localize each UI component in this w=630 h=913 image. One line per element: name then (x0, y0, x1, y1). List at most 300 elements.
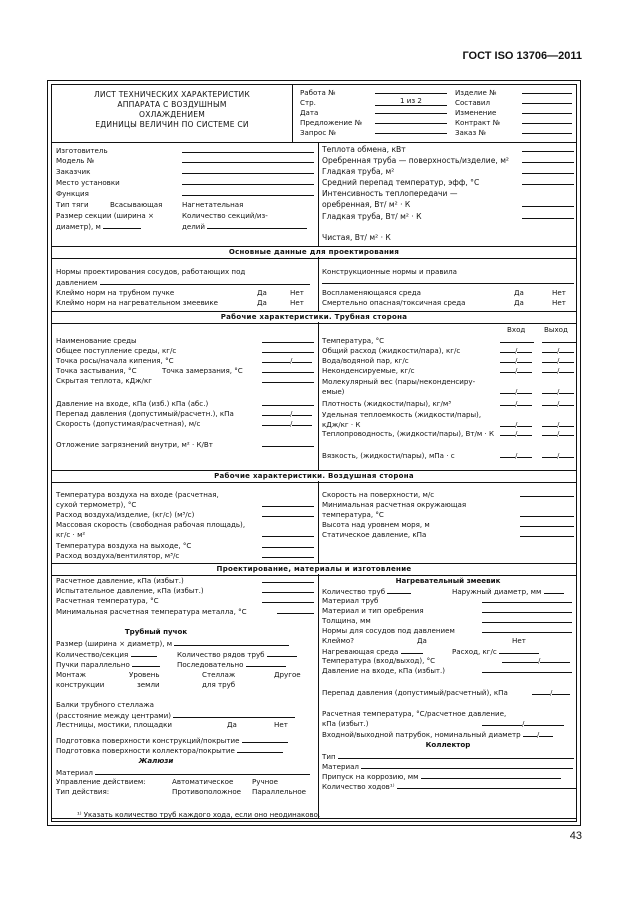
meta-order: Заказ № (455, 128, 486, 137)
meta-by: Составил (455, 98, 490, 107)
column-divider (318, 142, 319, 246)
fill-in-field[interactable] (375, 86, 447, 94)
form-row (262, 509, 314, 519)
louver-auto[interactable]: Автоматическое (172, 777, 234, 786)
form-row (322, 276, 574, 286)
fill-in-field[interactable] (522, 177, 574, 185)
form-row (482, 625, 572, 635)
form-row (182, 155, 314, 165)
fill-in-field[interactable] (552, 687, 570, 695)
fill-in-field[interactable] (103, 221, 141, 229)
fill-in-field[interactable] (100, 277, 310, 285)
form-row: Наименование среды (56, 336, 137, 345)
form-row: / (500, 365, 532, 375)
form-row: Подготовка поверхности коллектора/покрытие (56, 745, 283, 755)
form-row: Неконденсируемые, кг/с (322, 366, 415, 375)
form-row (262, 595, 314, 605)
form-row: Температура воздуха на выходе, °С (56, 541, 192, 550)
coil-title: Нагревательный змеевик (395, 576, 501, 585)
form-row: оребренная, Вт/ м² · К (322, 200, 411, 209)
form-row: Расчетная температура, °С/расчетное давление, (322, 709, 507, 718)
fill-in-field[interactable] (397, 781, 576, 789)
fill-in-field[interactable] (539, 729, 553, 737)
louver-opposed[interactable]: Противоположное (172, 787, 242, 796)
form-row (522, 155, 574, 165)
design-section (52, 257, 576, 311)
form-row: Массовая скорость (свободная рабочая площадь), (56, 520, 246, 529)
fill-in-field[interactable] (522, 211, 574, 219)
fill-in-field[interactable] (242, 735, 288, 743)
form-row: Гладкая труба, Вт/ м² · К (322, 212, 422, 221)
form-row: Входной/выходной патрубок, номинальный диаметр / (322, 729, 553, 739)
band-design: Основные данные для проектирования (52, 246, 576, 259)
form-row: Минимальная расчетная окружающая (322, 500, 467, 509)
fill-in-field[interactable] (338, 751, 574, 759)
fill-in-field[interactable] (517, 355, 532, 363)
fill-in-field[interactable] (401, 646, 423, 654)
fill-in-field[interactable] (182, 177, 314, 185)
form-row: Конструкционные нормы и правила (322, 267, 458, 276)
fill-in-field[interactable] (262, 398, 314, 406)
form-row (182, 166, 314, 176)
form-row: / (500, 345, 532, 355)
fill-in-field[interactable] (542, 450, 557, 458)
fill-in-field[interactable] (540, 655, 570, 663)
fill-in-field[interactable] (500, 355, 515, 363)
fill-in-field[interactable] (500, 398, 515, 406)
fill-in-field[interactable] (482, 595, 572, 603)
fill-in-field[interactable] (542, 386, 557, 394)
form-row: Испытательное давление, кПа (избыт.) (56, 586, 204, 595)
page-number: 43 (569, 830, 582, 842)
draft-forced[interactable]: Нагнетательная (182, 200, 244, 209)
form-row: давлением (56, 277, 310, 287)
fill-in-field[interactable] (482, 665, 572, 673)
tube-section (52, 322, 576, 470)
form-row: конструкции (56, 680, 105, 689)
fill-in-field[interactable] (544, 586, 564, 594)
form-row: кПа (избыт.) (322, 719, 369, 728)
fill-in-field[interactable] (292, 408, 312, 416)
form-row: Теплопроводность, (жидкости/пары), Вт/м · К (322, 429, 495, 438)
fill-in-field[interactable] (246, 659, 286, 667)
meta-revision: Изменение (455, 108, 497, 117)
form-row: Молекулярный вес (пары/неконденсиру- (322, 377, 476, 386)
col-inlet: Вход (507, 325, 526, 334)
form-row (522, 96, 572, 106)
fill-in-field[interactable] (262, 540, 314, 548)
form-row: Температура (вход/выход), °С (322, 656, 436, 665)
fill-in-field[interactable] (182, 166, 314, 174)
fill-in-field[interactable] (522, 86, 572, 94)
fill-in-field[interactable] (559, 419, 574, 427)
form-row: Количество/секция (56, 649, 157, 659)
fill-in-field[interactable] (387, 586, 411, 594)
form-row: / (262, 418, 312, 428)
form-row: Другое (274, 670, 301, 679)
column-divider (318, 481, 319, 563)
lethal-no[interactable]: Нет (552, 298, 566, 307)
fill-in-field[interactable] (520, 529, 574, 537)
form-row (262, 540, 314, 550)
form-row: Количество ходов¹⁾ (322, 781, 576, 791)
fill-in-field[interactable] (173, 710, 295, 718)
ladders-yes[interactable]: Да (227, 720, 237, 729)
coil-stamp-yes[interactable]: Да (417, 636, 427, 645)
fill-in-field[interactable] (262, 408, 290, 416)
fill-in-field[interactable] (523, 729, 537, 737)
fill-in-field[interactable] (262, 345, 314, 353)
form-row: / (482, 718, 564, 728)
fill-in-field[interactable] (267, 649, 297, 657)
form-row: / (262, 355, 312, 365)
form-row: Общий расход (жидкости/пара), кг/с (322, 346, 461, 355)
fill-in-field[interactable] (182, 188, 314, 196)
form-row: Средний перепад температур, эфф, °С (322, 178, 480, 187)
fill-in-field[interactable] (500, 428, 515, 436)
form-row (262, 550, 314, 560)
form-row: Расход, кг/с (452, 646, 539, 656)
fill-in-field[interactable] (522, 106, 572, 114)
form-row: Уровень (129, 670, 160, 679)
form-row: Давление на входе, кПа (избыт.) (322, 666, 446, 675)
flammable-no[interactable]: Нет (552, 288, 566, 297)
coil-stamp-no[interactable]: Нет (512, 636, 526, 645)
form-row (482, 605, 572, 615)
stamp-bundle-yes[interactable]: Да (257, 288, 267, 297)
louvers-title: Жалюзи (138, 756, 174, 765)
form-row (522, 116, 572, 126)
fill-in-field[interactable] (522, 155, 574, 163)
fill-in-field[interactable] (500, 335, 534, 343)
form-row: Скрытая теплота, кДж/кг (56, 376, 152, 385)
fill-in-field[interactable] (524, 718, 564, 726)
form-row: Функция (56, 189, 89, 198)
form-row: Точка замерзания, °С (162, 366, 243, 375)
fill-in-field[interactable] (132, 659, 160, 667)
fill-in-field[interactable] (517, 345, 532, 353)
form-row: земли (137, 680, 160, 689)
fill-in-field[interactable] (500, 365, 515, 373)
form-row (262, 575, 314, 585)
form-row: Общее поступление среды, кг/с (56, 346, 177, 355)
form-row: Точка росы/начала кипения, °С (56, 356, 174, 365)
form-row: кДж/кг · К (322, 420, 361, 429)
form-row: температура, °С (322, 510, 384, 519)
form-row: Управление действием: (56, 777, 146, 786)
fill-in-field[interactable] (522, 96, 572, 104)
fill-in-field[interactable] (542, 335, 576, 343)
band-materials: Проектирование, материалы и изготовление (52, 563, 576, 576)
fill-in-field[interactable] (482, 615, 572, 623)
fill-in-field[interactable] (542, 398, 557, 406)
fill-in-field[interactable] (375, 116, 447, 124)
form-row: Перепад давления (допустимый/расчетн.), кПа (56, 409, 234, 418)
page-of: 1 из 2 (375, 96, 447, 106)
fill-in-field[interactable] (182, 145, 314, 153)
lethal-yes[interactable]: Да (514, 298, 524, 307)
fill-in-field[interactable] (262, 529, 314, 537)
form-row (520, 509, 574, 519)
fill-in-field[interactable] (559, 428, 574, 436)
fill-in-field[interactable] (522, 199, 574, 207)
fill-in-field[interactable] (520, 489, 574, 497)
form-row: Размер (ширина × диаметр), м (56, 638, 289, 648)
form-row: Материал труб (322, 596, 379, 605)
form-row: емые) (322, 387, 345, 396)
fill-in-field[interactable] (322, 276, 574, 284)
stamp-coil-no[interactable]: Нет (290, 298, 304, 307)
louver-parallel[interactable]: Параллельное (252, 787, 307, 796)
fill-in-field[interactable] (559, 386, 574, 394)
fill-in-field[interactable] (542, 428, 557, 436)
form-row (182, 145, 314, 155)
fill-in-field[interactable] (517, 419, 532, 427)
fill-in-field[interactable] (95, 767, 310, 775)
form-row: Тип (322, 751, 574, 761)
form-row: Тип действия: (56, 787, 110, 796)
form-row (522, 211, 574, 221)
form-row: Монтаж (56, 670, 86, 679)
fill-in-field[interactable] (262, 595, 314, 603)
air-section (52, 481, 576, 563)
form-row: Перепад давления (допустимый/расчетный), кПа (322, 688, 508, 697)
form-row (375, 126, 447, 136)
sheet-title: ЛИСТ ТЕХНИЧЕСКИХ ХАРАКТЕРИСТИК АППАРАТА С ВОЗДУШНЫМ ОХЛАЖДЕНИЕМ ЕДИНИЦЫ ВЕЛИЧИН ПО СИСТЕМЕ СИ (93, 90, 251, 129)
form-row (375, 116, 447, 126)
form-row: / (500, 428, 532, 438)
louver-manual[interactable]: Ручное (252, 777, 279, 786)
standard-number: ГОСТ ISO 13706—2011 (462, 50, 582, 62)
fill-in-field[interactable] (262, 355, 290, 363)
form-row (262, 439, 314, 449)
form-row: Минимальная расчетная температура металла, °С (56, 607, 247, 616)
form-row: Расход воздуха/вентилятор, м³/с (56, 551, 180, 560)
form-row: Удельная теплоемкость (жидкости/пары), (322, 410, 482, 419)
form-row: / (542, 419, 574, 429)
fill-in-field[interactable] (375, 126, 447, 134)
fill-in-field[interactable] (522, 144, 574, 152)
fill-in-field[interactable] (482, 625, 572, 633)
fill-in-field[interactable] (361, 761, 573, 769)
materials-section (52, 574, 576, 819)
fill-in-field[interactable] (262, 550, 314, 558)
fill-in-field[interactable] (262, 335, 314, 343)
form-row: Заказчик (56, 167, 91, 176)
form-row (522, 177, 574, 187)
form-row: / (542, 428, 574, 438)
form-row: Расход воздуха/изделие, (кг/с) (м³/с) (56, 510, 195, 519)
meta-proposal: Предложение № (300, 118, 362, 127)
form-row: Материал (56, 767, 310, 777)
fill-in-field[interactable] (207, 221, 307, 229)
form-row: Расчетная температура, °С (56, 596, 159, 605)
form-row (262, 499, 314, 509)
form-row: / (542, 365, 574, 375)
form-row (182, 177, 314, 187)
fill-in-field[interactable] (517, 428, 532, 436)
title-block (52, 85, 576, 143)
form-row: / (542, 345, 574, 355)
fill-in-field[interactable] (520, 509, 574, 517)
form-row: Пучки параллельно (56, 659, 160, 669)
column-divider (318, 322, 319, 470)
form-row: / (500, 386, 532, 396)
fill-in-field[interactable] (262, 375, 314, 383)
fill-in-field[interactable] (277, 606, 314, 614)
form-row: Материал и тип оребрения (322, 606, 424, 615)
form-row: / (542, 398, 574, 408)
form-row: Отложение загрязнений внутри, м² · К/Вт (56, 440, 213, 449)
form-row: Скорость на поверхности, м/с (322, 490, 435, 499)
form-row (182, 188, 314, 198)
form-row (522, 86, 572, 96)
form-row (482, 665, 572, 675)
form-row: / (542, 450, 574, 460)
form-row: Материал (322, 761, 573, 771)
form-row: Лестницы, мостики, площадки (56, 720, 172, 729)
fill-in-field[interactable] (559, 355, 574, 363)
form-row: / (500, 398, 532, 408)
form-row (262, 335, 314, 345)
fill-in-field[interactable] (262, 439, 314, 447)
form-row: (расстояние между центрами) (56, 710, 295, 720)
form-row: Изготовитель (56, 146, 108, 155)
draft-induced[interactable]: Всасывающая (110, 200, 163, 209)
fill-in-field[interactable] (421, 771, 561, 779)
fill-in-field[interactable] (522, 126, 572, 134)
form-row (482, 615, 572, 625)
form-row: Интенсивность теплопередачи — (322, 189, 458, 198)
form-row: Клеймо норм на трубном пучке (56, 288, 175, 297)
datasheet-frame (47, 80, 581, 826)
fill-in-field[interactable] (517, 365, 532, 373)
form-row: Высота над уровнем моря, м (322, 520, 430, 529)
form-row: / (262, 408, 312, 418)
form-row: Место установки (56, 178, 120, 187)
fill-in-field[interactable] (237, 745, 283, 753)
form-row: кг/с · м² (56, 530, 86, 539)
form-row (542, 335, 576, 345)
form-row: / (500, 419, 532, 429)
form-row: Клеймо? (322, 636, 355, 645)
fill-in-field[interactable] (482, 718, 522, 726)
form-row: / (542, 386, 574, 396)
form-row: сухой термометр), °С (56, 500, 137, 509)
form-row: Нормы проектирования сосудов, работающих под (56, 267, 246, 276)
form-row (482, 595, 572, 605)
fill-in-field[interactable] (517, 386, 532, 394)
form-row (522, 199, 574, 209)
fill-in-field[interactable] (522, 166, 574, 174)
fill-in-field[interactable] (292, 418, 312, 426)
fill-in-field[interactable] (262, 509, 314, 517)
fill-in-field[interactable] (500, 345, 515, 353)
form-row (262, 398, 314, 408)
fill-in-field[interactable] (500, 419, 515, 427)
form-row: диаметр), м (56, 221, 141, 231)
fill-in-field[interactable] (292, 355, 312, 363)
form-row: Припуск на коррозию, мм (322, 771, 561, 781)
fill-in-field[interactable] (174, 638, 289, 646)
fill-in-field[interactable] (262, 585, 314, 593)
form-row: Статическое давление, кПа (322, 530, 427, 539)
form-row: Наружный диаметр, мм (452, 586, 564, 596)
stamp-coil-yes[interactable]: Да (257, 298, 267, 307)
fill-in-field[interactable] (520, 519, 574, 527)
header-box-title: Коллектор (425, 740, 471, 749)
form-row (520, 489, 574, 499)
form-row: Подготовка поверхности конструкций/покрытие (56, 735, 288, 745)
meta-contract: Контракт № (455, 118, 501, 127)
form-row: Количество секций/из- (182, 211, 268, 220)
fill-in-field[interactable] (500, 450, 515, 458)
fill-in-field[interactable] (502, 655, 538, 663)
form-row (522, 166, 574, 176)
fill-in-field[interactable] (375, 106, 447, 114)
form-row: для труб (202, 680, 236, 689)
form-row: / (502, 655, 570, 665)
fill-in-field[interactable] (500, 386, 515, 394)
form-row: Толщина, мм (322, 616, 371, 625)
band-tube: Рабочие характеристики. Трубная сторона (52, 311, 576, 324)
fill-in-field[interactable] (542, 345, 557, 353)
fill-in-field[interactable] (131, 649, 157, 657)
ladders-no[interactable]: Нет (274, 720, 288, 729)
fill-in-field[interactable] (542, 365, 557, 373)
fill-in-field[interactable] (559, 450, 574, 458)
stamp-bundle-no[interactable]: Нет (290, 288, 304, 297)
form-row: делий (182, 221, 307, 231)
fill-in-field[interactable] (262, 499, 314, 507)
form-row: Вода/водяной пар, кг/с (322, 356, 409, 365)
form-row: Скорость (допустимая/расчетная), м/с (56, 419, 201, 428)
fill-in-field[interactable] (262, 575, 314, 583)
column-divider (318, 574, 319, 818)
form-row (262, 345, 314, 355)
form-row: Балки трубного стеллажа (56, 700, 154, 709)
flammable-yes[interactable]: Да (514, 288, 524, 297)
form-row: Нормы для сосудов под давлением (322, 626, 455, 635)
fill-in-field[interactable] (517, 450, 532, 458)
form-row: Гладкая труба, м² (322, 167, 395, 176)
fill-in-field[interactable] (542, 419, 557, 427)
fill-in-field[interactable] (559, 365, 574, 373)
fill-in-field[interactable] (559, 345, 574, 353)
form-row: Вязкость, (жидкости/пары), мПа · с (322, 451, 455, 460)
form-row: Чистая, Вт/ м² · К (322, 233, 391, 242)
fill-in-field[interactable] (262, 418, 290, 426)
form-row: Размер секции (ширина × (56, 211, 154, 220)
datasheet-body (51, 84, 577, 822)
form-row: Последовательно (177, 659, 286, 669)
fill-in-field[interactable] (517, 398, 532, 406)
fill-in-field[interactable] (482, 605, 572, 613)
form-row: Количество труб (322, 586, 411, 596)
fill-in-field[interactable] (559, 398, 574, 406)
form-row (262, 365, 314, 375)
fill-in-field[interactable] (499, 646, 539, 654)
fill-in-field[interactable] (542, 355, 557, 363)
fill-in-field[interactable] (522, 116, 572, 124)
meta-job: Работа № (300, 88, 336, 97)
column-divider (292, 85, 293, 142)
form-row (375, 106, 447, 116)
fill-in-field[interactable] (262, 365, 314, 373)
fill-in-field[interactable] (182, 155, 314, 163)
form-row (262, 529, 314, 539)
fill-in-field[interactable] (532, 687, 550, 695)
